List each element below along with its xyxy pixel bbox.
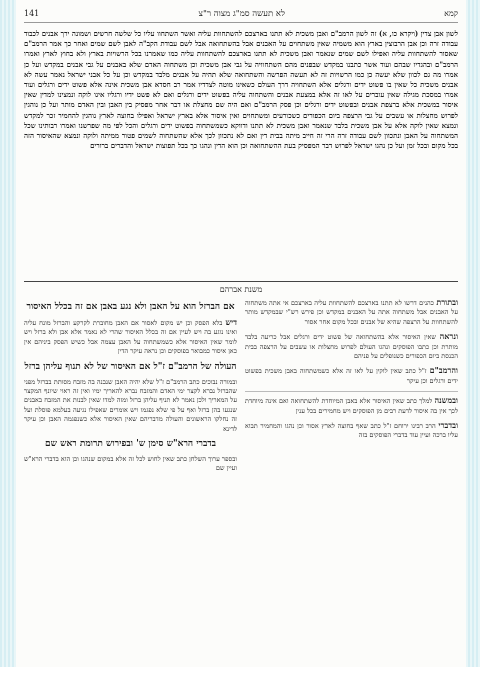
left-paragraph-2: ובמורה נבוכים כתב הרמב"ם ז"ל שלא יהיה האבן שנבנה בה מזבח מסותת בברזל מפני שהברזל נברא לקצר ימי האדם והמזבח נברא להאריך ימיו ואין זה ראוי שיונף המקצר על המאריך ולכן נאמר לא תניף עליהן ברזל ומזה למדו שאין לבנות את המזבח באבנים שנגעו בהן ברזל ואף על פי שלא נפגמו ויש אומרים שאפילו נגיעה בעלמא פוסלת ועל זה נחלקו הראשונים והעולה מדבריהם שאין האיסור אלא כשנפגמה האבן וכן עיקר לדינא <box>24 377 237 433</box>
right-lead-word-3: והרמב"ם <box>429 365 458 376</box>
left-section-title-1: אם הברזל הוא על האבן ולא נגע באבן אם זה בכלל האיסור <box>26 302 235 312</box>
right-body-3: ז"ל כתב שאין לוקין על לאו זה אלא כשמשתחוה באבן משכית בפשוט ידים ורגלים וכן עיקר <box>245 367 458 385</box>
side-title: קמא <box>444 9 458 18</box>
left-body-1: בלא הפסק וכן יש מקום לאסור אם האבן מחוברת לקרקע והברזל מונח עליה ואינו נוגע בה ויש לעיין אם זה בכלל האיסור שהרי לא נאמר אלא אבן ולא ברזל ויש לומר שאין האיסור אלא כשמשתחוה על האבן עצמה אבל כשיש הפסק ביניהם אין כאן איסור כמבואר בפוסקים וכן נראה עיקר הדין <box>24 319 237 356</box>
right-paragraph-1 <box>245 298 458 327</box>
running-title: לא תעשה סמ"ג מצוה ר"צ <box>198 9 285 19</box>
right-body-5: הרב רבינו ירוחם ז"ל כתב שאף בחוצה לארץ אסור וכן נהגו והמחמיר תבוא עליו ברכה ועיין עוד בדברי הפוסקים בזה <box>245 422 458 440</box>
running-header <box>24 8 458 23</box>
right-paragraph-2 <box>245 332 458 361</box>
commentary-title: משנת אברהם <box>24 281 458 294</box>
right-paragraph-3 <box>245 366 458 386</box>
right-lead-word-4: ובמשנה <box>434 395 458 406</box>
left-section-title-3: בדברי הרא"ש סימן ש' ובפירוש תרומת ראש שם <box>45 439 216 450</box>
right-divider <box>245 391 458 392</box>
right-paragraph-4 <box>245 396 458 416</box>
commentary-columns <box>24 298 458 674</box>
right-lead-word-2: ונראה <box>439 331 458 342</box>
page-edge-right <box>466 0 480 667</box>
right-body-2: שאין האיסור אלא בהשתחואה של פשוט ידים ורגלים אבל כריעה בלבד מותרת וכן כתבו הפוסקים ונהגו העולם לפרוש מחצלות או עשבים על הרצפה בבית הכנסת ביום הכפורים כשנופלים על פניהם <box>245 333 458 361</box>
page-content <box>24 8 458 659</box>
right-body-1: כהנים דרשו לא תתנו בארצכם להשתחוות עליה בארצכם אי אתה משתחוה על האבנים אבל משתחוה אתה על האבנים במקדש וכן פירש רש"י שבמקדש מותר להשתחוות על הרצפה שהיא של אבנים ובכל מקום אחר אסור <box>245 299 458 326</box>
left-section-title-2: העולה של הרמב"ם ז"ל אם האיסור של לא תנוף עליהן ברזל <box>24 361 237 372</box>
left-paragraph-1 <box>24 318 237 357</box>
left-lead-word-1: דיש <box>225 317 237 327</box>
right-paragraph-5 <box>245 421 458 441</box>
main-text-block: לשון אבן צדין (ויקרא כו, א) זה לשון הרמב"ם ואבן משכית לא תתנו בארצכם להשתחוות עליה ואשר השתחוו עליו כל שלשה חרשים ושמונה ירך אבנים לכבוד עבודה זרה וכן אבן הרבוצין בארץ הוא משמיה שאין משתחוים על האבנים אבל בהשתחואה אבל לשם עבודת הקב"ה לאבן לשם שמים ואחר כך אמר הרמב"ם שאסור להשתחוות עליה ואפילו לשם שמים שנאמר ואבן משכית לא תתנו בארצכם להשתחוות עליה כמו שאמרנו בכל הרשויות בארץ ולא בחוץ לארץ ואמרו הרמב"ם ובהגדיו שבהם ועוד אשר כתבנו במקדש שבפנים מהם השתחוויה על גבי אבן משכית וכן משתחוה האדם שלא באבנים על גבי אבנים במקדש ועל כן אמרו מה גם לכוון שלא יעשה כן כמו הרשויות זה לא תעשה הפרשה והשתחואה שלא תהיה על אבנים מלבד במקדש וכן על כל אבני ישראל נאמר עשה לא אבנים משכית כל שאין בו פשוט ידים ורגלים אלא השתחויה דרך העולם כשאינו מוטה לצדדיו אמר רב חסדא אבן משכית אינה אלא פשוט ידים ורגלים ועוד אמרו במסכת מגילה שאין עוברים על לאו זה אלא במצעת אבנים והשתחוה עליה בפשוט ידים ורגלים ואם לא פשט ידיו ורגליו אינו לוקה ונמצינו למדין שאין איסור במשכית אלא ברצפת אבנים ובפשוט ידים ורגלים וכן פסק הרמב"ם ואם היה שם מחצלת או דבר אחר מפסיק בין האבן ובין האדם מותר ועל כן נוהגין לפרוש מחצלות או עשבים על גבי הרצפה ביום הכפורים כשכורעים ומשתחוים ואין איסור אלא בארץ ישראל ואפילו בחוצה לארץ נוהגין להחמיר זכר למקדש ונמצא שאין לוקה אלא על אבן משכית בלבד שנאמר ואבן משכית לא תתנו ודווקא כשמשתחוה בפשוט ידים ורגלים והכל לפי מה שפרשנו ואמרו רבותינו שכל המשתחוה על האבן ונתכוון לשם עבודה זרה הרי זה חייב מיתה בבית דין ואם לא נתכוון לכך אלא שהשתחוה לשמים פטור ממיתה ולוקה ונמצא שהאיסור הזה בכל מקום ובכל זמן ועל כן נהגו ישראל לפרוש דבר המפסיק בעת ההשתחואה וכן הוא הדין ונהגו כך בכל תפוצות ישראל והדברים ברורים <box>24 29 458 151</box>
right-body-4: למלך כתב שאין האיסור אלא באבן המיוחדת להשתחואה ואם אינה מיוחדת לכך אין בה איסור לדעת רבים מן הפוסקים ויש מחמירים בכל ענין <box>245 397 458 415</box>
right-column <box>245 298 458 674</box>
right-lead-word-5: ובדברי <box>438 420 458 431</box>
left-paragraph-3: ובספר ערוך השלחן כתב שאין לחוש לכל זה אלא במקום שנהגו וכן הוא בדברי הרא"ש ועיין שם <box>24 455 237 473</box>
left-column <box>24 298 237 674</box>
page-edge-left <box>0 0 16 667</box>
page-number: 141 <box>24 9 40 18</box>
right-lead-word-1: ובתורת <box>436 298 458 307</box>
